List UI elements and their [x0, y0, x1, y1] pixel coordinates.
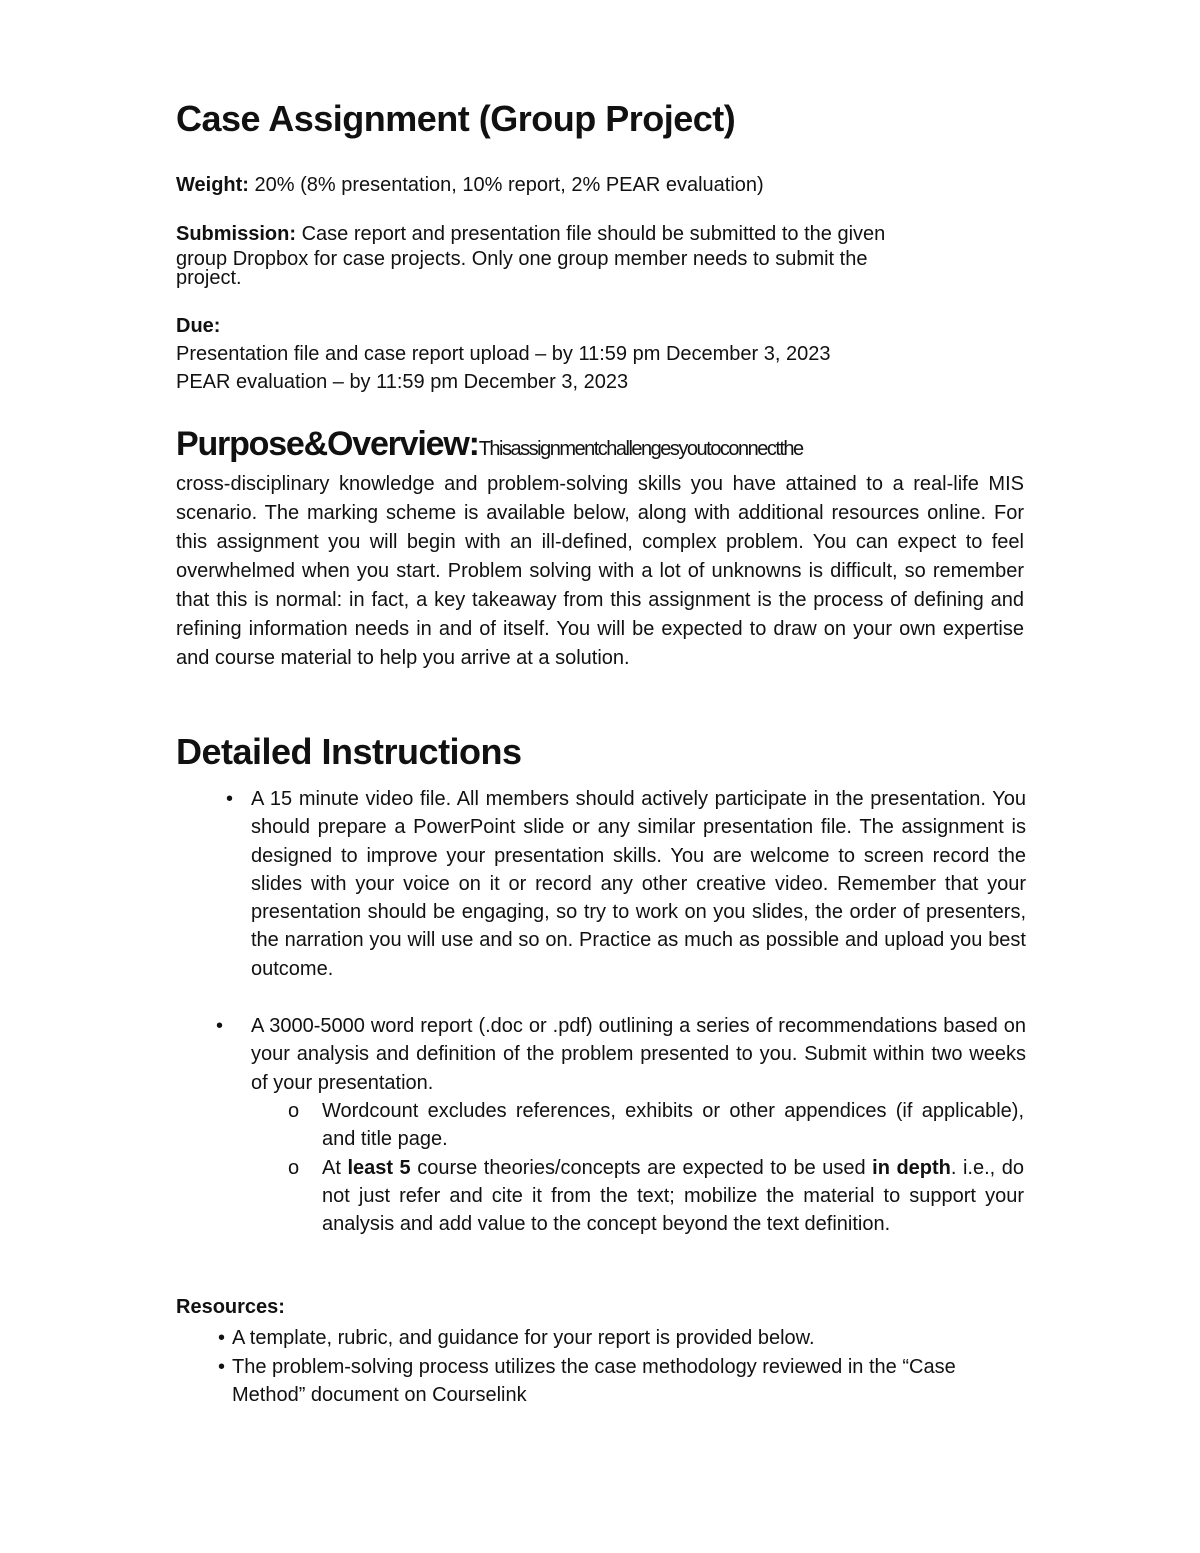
purpose-heading: [176, 425, 1026, 464]
sub-item-theories: [288, 1154, 1024, 1239]
sub-item-text-a: At: [322, 1156, 348, 1179]
resources-list: [218, 1324, 1038, 1410]
due-line1: Presentation file and case report upload – by 11:59 pm December 3, 2023: [176, 343, 831, 365]
purpose-paragraph: cross-disciplinary knowledge and problem-solving skills you have attained to a real-life MIS scenario. The marking scheme is available below, along with additional resources online. For this assignment you will begin with an ill-defined, complex problem. You can expect to feel overwhelmed when you start. Problem solving with a lot of unknowns is difficult, so remember that this is normal: in fact, a key takeaway from this assignment is the process of defining and refining information needs in and of itself. You will be expected to draw on your own expertise and course material to help you arrive at a solution.: [176, 473, 1024, 669]
sub-bullet-icon: o: [288, 1156, 300, 1179]
instruction-list: [226, 785, 1026, 983]
bullet-icon: •: [226, 788, 234, 810]
sub-list: [288, 1097, 1024, 1238]
instruction-item-text: A 3000-5000 word report (.doc or .pdf) outlining a series of recommendations based on your analysis and definition of the problem presented to you. Submit within two weeks of your presentation.: [251, 1015, 1026, 1094]
due-block: [176, 312, 830, 396]
sub-item-bold-least: least 5: [347, 1156, 411, 1179]
due-label: Due:: [176, 315, 221, 337]
submission-line2: group Dropbox for case projects. Only one group member needs to submit the: [176, 248, 868, 270]
submission-label: Submission:: [176, 223, 297, 245]
bullet-icon: •: [218, 1327, 226, 1349]
submission-line3: project.: [176, 267, 242, 289]
resources-item-method: [218, 1353, 1032, 1410]
resources-heading: Resources:: [176, 1296, 285, 1318]
purpose-title: Purpose&Overview:: [176, 425, 479, 463]
sub-item-text: Wordcount excludes references, exhibits or other appendices (if applicable), and title page.: [322, 1100, 1024, 1151]
sub-item-text-e: . i.e., do not just refer and cite it from the text; mobilize the material to support your analysis and add value to the concept beyond the text definition.: [322, 1156, 1025, 1236]
bullet-icon: •: [216, 1015, 224, 1037]
submission-block: [176, 222, 885, 291]
weight-label: Weight:: [176, 174, 249, 196]
purpose-lead: Thisassignmentchallengesyoutoconnectthe: [478, 438, 803, 460]
instruction-item-text: A 15 minute video file. All members should actively participate in the presentation. You should prepare a PowerPoint slide or any similar presentation file. The assignment is designed to improve your presentation skills. You are welcome to screen record the slides with your voice on it or record any other creative video. Remember that your presentation should be engaging, so try to work on you slides, the order of presenters, the narration you will use and so on. Practice as much as possible and upload you best outcome.: [251, 788, 1026, 980]
due-line2: PEAR evaluation – by 11:59 pm December 3, 2023: [176, 371, 629, 393]
bullet-icon: •: [218, 1355, 226, 1378]
sub-bullet-icon: o: [288, 1100, 300, 1122]
resources-item-text: The problem-solving process utilizes the case methodology reviewed in the “Case Method” document on Courselink: [232, 1355, 956, 1406]
page-title: Case Assignment (Group Project): [176, 98, 736, 139]
instruction-item-report: [216, 1012, 1026, 1097]
sub-item-bold-depth: in depth: [872, 1156, 951, 1179]
instruction-list-2: [216, 1012, 1026, 1097]
weight-text: 20% (8% presentation, 10% report, 2% PEAR evaluation): [248, 174, 764, 196]
instructions-heading: Detailed Instructions: [176, 731, 522, 772]
sub-item-wordcount: [288, 1097, 1024, 1154]
resources-item-template: [218, 1324, 1038, 1353]
sub-item-text-c: course theories/concepts are expected to be used: [410, 1156, 873, 1179]
resources-item-text: A template, rubric, and guidance for your report is provided below.: [232, 1327, 815, 1349]
weight-line: [176, 172, 764, 199]
instruction-item-video: [226, 785, 1026, 983]
submission-line1: Case report and presentation file should be submitted to the given: [296, 223, 886, 245]
